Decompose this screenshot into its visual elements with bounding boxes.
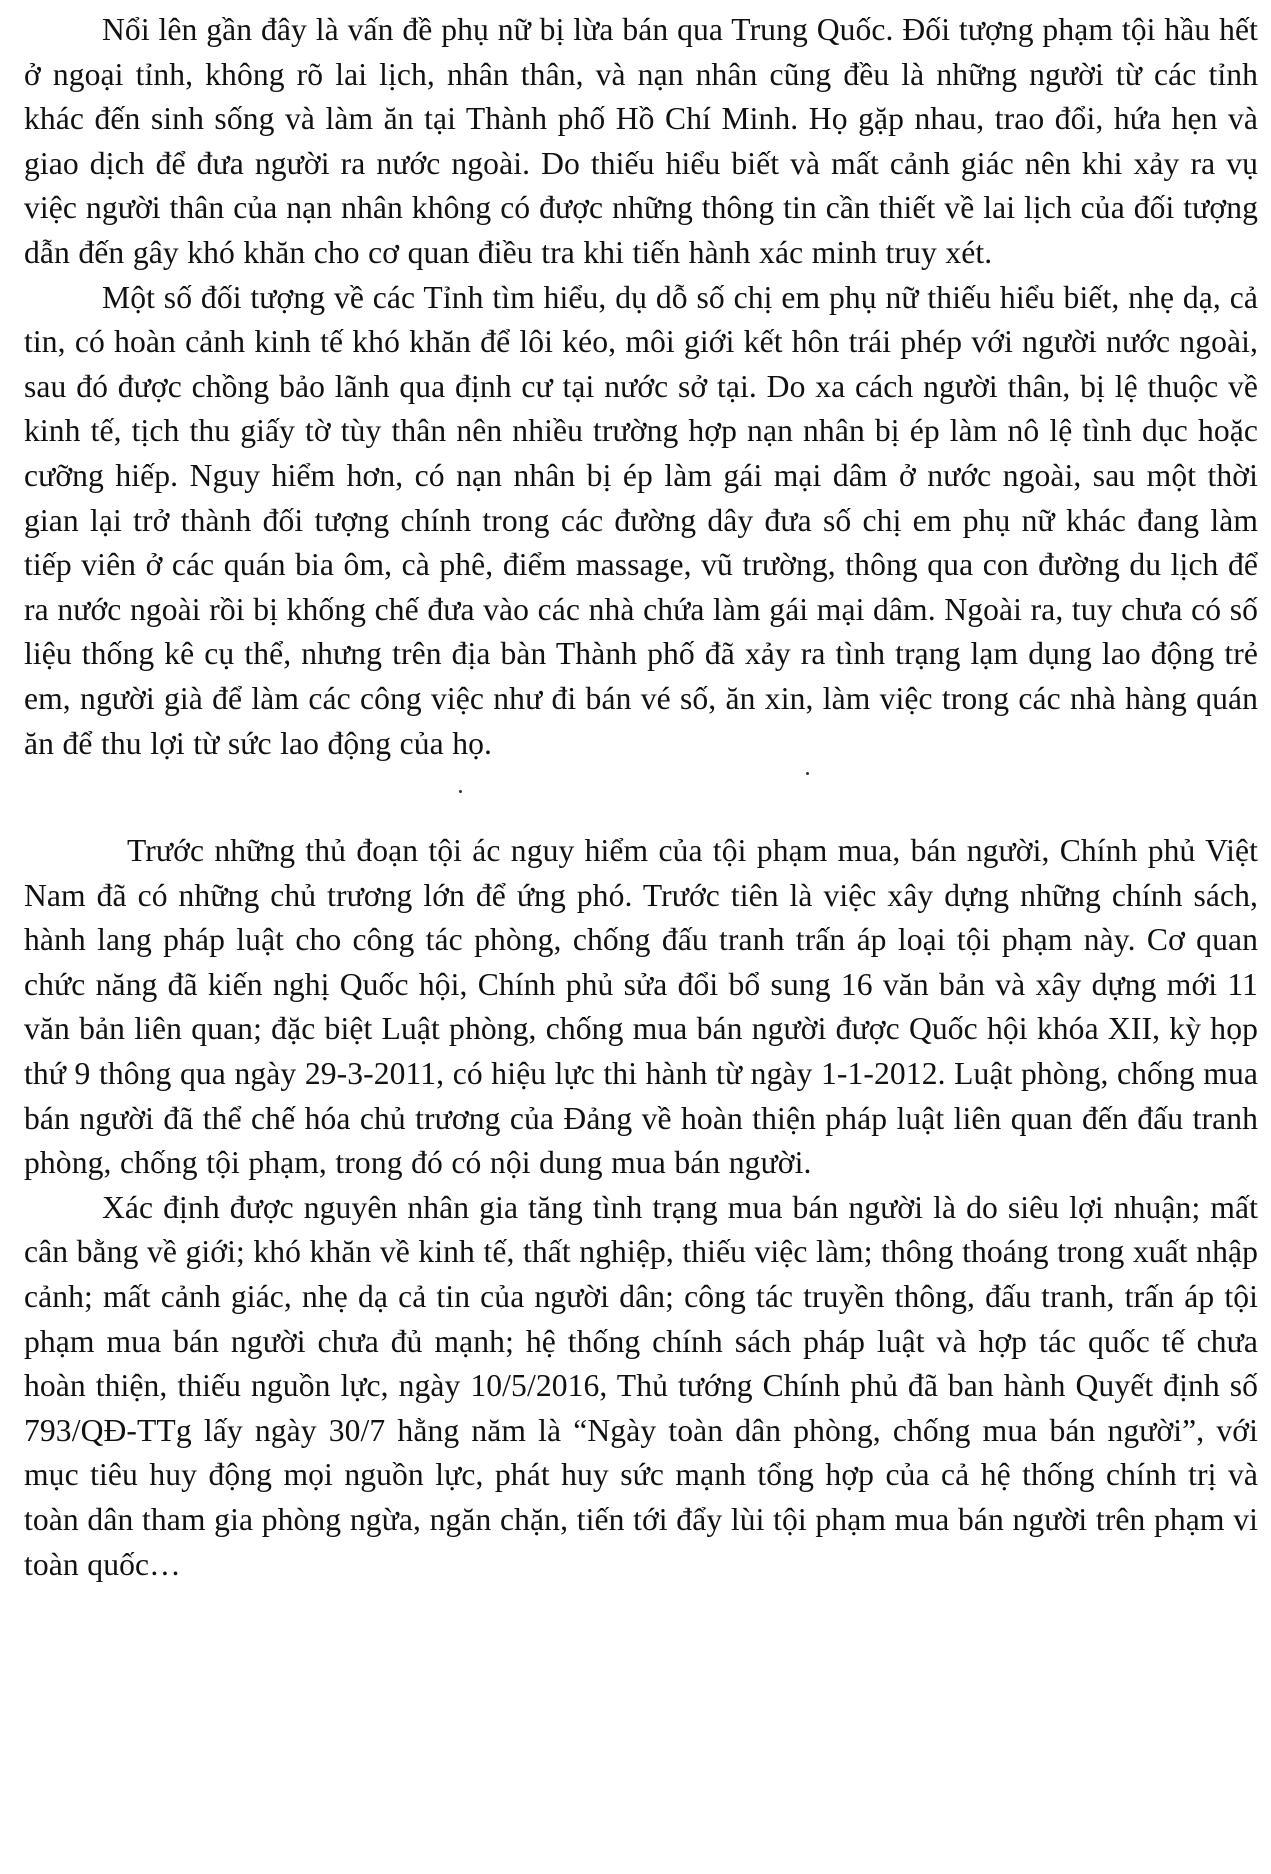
paragraph-national-day: Xác định được nguyên nhân gia tăng tình trạng mua bán người là do siêu lợi nhuận; mất cân bằng về giới; khó khăn về kinh tế, thất nghiệp, thiếu việc làm; thông thoáng trong xuất nhập cảnh; mất cảnh giác, nhẹ dạ cả tin của người dân; công tác truyền thông, đấu tranh, trấn áp tội phạm mua bán người chưa đủ mạnh; hệ thống chính sách pháp luật và hợp tác quốc tế chưa hoàn thiện, thiếu nguồn lực, ngày 10/5/2016, Thủ tướng Chính phủ đã ban hành Quyết định số 793/QĐ-TTg lấy ngày 30/7 hằng năm là “Ngày toàn dân phòng, chống mua bán người”, với mục tiêu huy động mọi nguồn lực, phát huy sức mạnh tổng hợp của cả hệ thống chính trị và toàn dân tham gia phòng ngừa, ngăn chặn, tiến tới đẩy lùi tội phạm mua bán người trên phạm vi toàn quốc…: [24, 1189, 1258, 1582]
paragraph-gap: [24, 766, 1258, 829]
paragraph-government-response: Trước những thủ đoạn tội ác nguy hiểm của tội phạm mua, bán người, Chính phủ Việt Nam đã có những chủ trương lớn để ứng phó. Trước tiên là việc xây dựng những chính sách, hành lang pháp luật cho công tác phòng, chống đấu tranh trấn áp loại tội phạm này. Cơ quan chức năng đã kiến nghị Quốc hội, Chính phủ sửa đổi bổ sung 16 văn bản và xây dựng mới 11 văn bản liên quan; đặc biệt Luật phòng, chống mua bán người được Quốc hội khóa XII, kỳ họp thứ 9 thông qua ngày 29-3-2011, có hiệu lực thi hành từ ngày 1-1-2012. Luật phòng, chống mua bán người đã thể chế hóa chủ trương của Đảng về hoàn thiện pháp luật liên quan đến đấu tranh phòng, chống tội phạm, trong đó có nội dung mua bán người.: [24, 833, 1258, 1181]
scan-speck: [459, 790, 462, 793]
scan-speck: [806, 772, 809, 775]
document-page: [24, 8, 1258, 1587]
paragraph-marriage-brokering: Một số đối tượng về các Tỉnh tìm hiểu, dụ dỗ số chị em phụ nữ thiếu hiểu biết, nhẹ dạ, cả tin, có hoàn cảnh kinh tế khó khăn để lôi kéo, môi giới kết hôn trái phép với người nước ngoài, sau đó được chồng bảo lãnh qua định cư tại nước sở tại. Do xa cách người thân, bị lệ thuộc về kinh tế, tịch thu giấy tờ tùy thân nên nhiều trường hợp nạn nhân bị ép làm nô lệ tình dục hoặc cưỡng hiếp. Nguy hiểm hơn, có nạn nhân bị ép làm gái mại dâm ở nước ngoài, sau một thời gian lại trở thành đối tượng chính trong các đường dây đưa số chị em phụ nữ khác đang làm tiếp viên ở các quán bia ôm, cà phê, điểm massage, vũ trường, thông qua con đường du lịch để ra nước ngoài rồi bị khống chế đưa vào các nhà chứa làm gái mại dâm. Ngoài ra, tuy chưa có số liệu thống kê cụ thể, nhưng trên địa bàn Thành phố đã xảy ra tình trạng lạm dụng lao động trẻ em, người già để làm các công việc như đi bán vé số, ăn xin, làm việc trong các nhà hàng quán ăn để thu lợi từ sức lao động của họ.: [24, 279, 1258, 761]
paragraph-trafficking-to-china: Nổi lên gần đây là vấn đề phụ nữ bị lừa bán qua Trung Quốc. Đối tượng phạm tội hầu hết ở ngoại tỉnh, không rõ lai lịch, nhân thân, và nạn nhân cũng đều là những người từ các tỉnh khác đến sinh sống và làm ăn tại Thành phố Hồ Chí Minh. Họ gặp nhau, trao đổi, hứa hẹn và giao dịch để đưa người ra nước ngoài. Do thiếu hiểu biết và mất cảnh giác nên khi xảy ra vụ việc người thân của nạn nhân không có được những thông tin cần thiết về lai lịch của đối tượng dẫn đến gây khó khăn cho cơ quan điều tra khi tiến hành xác minh truy xét.: [24, 12, 1258, 270]
